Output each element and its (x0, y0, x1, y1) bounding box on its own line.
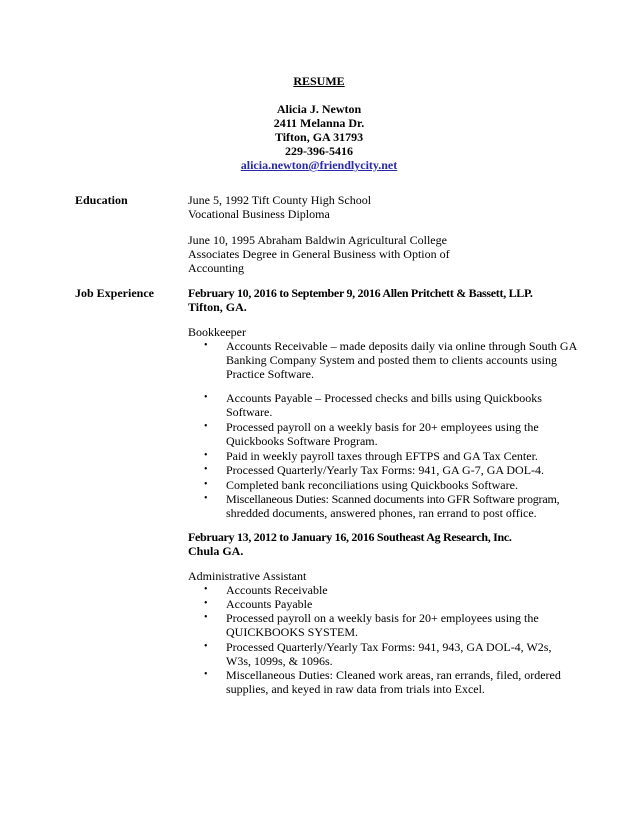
education-line-2: Vocational Business Diploma (188, 207, 330, 221)
education-line-1: June 5, 1992 Tift County High School (188, 193, 372, 207)
bullet-icon: • (204, 392, 208, 403)
job1-bullet-1-line-2: Banking Company System and posted them to clients accounts using (226, 353, 557, 367)
job-experience-label: Job Experience (75, 286, 154, 300)
bullet-icon: • (204, 464, 208, 475)
bullet-icon: • (204, 421, 208, 432)
bullet-icon: • (204, 598, 208, 609)
job1-bullet-2-line-1: Accounts Payable – Processed checks and bills using Quickbooks (226, 391, 542, 405)
job1-dates-employer: February 10, 2016 to September 9, 2016 Allen Pritchett & Bassett, LLP. (188, 286, 533, 300)
job1-bullet-3-line-1: Processed payroll on a weekly basis for 20+ employees using the (226, 420, 539, 434)
bullet-icon: • (204, 493, 208, 504)
job2-dates-employer: February 13, 2012 to January 16, 2016 Southeast Ag Research, Inc. (188, 530, 512, 544)
job1-location: Tifton, GA. (188, 300, 247, 314)
bullet-icon: • (204, 612, 208, 623)
job2-bullet-3-line-1: Processed payroll on a weekly basis for 20+ employees using the (226, 611, 539, 625)
education-label: Education (75, 193, 128, 207)
job1-bullet-2-line-2: Software. (226, 405, 273, 419)
phone-number: 229-396-5416 (285, 144, 353, 158)
job2-bullet-4-line-1: Processed Quarterly/Yearly Tax Forms: 941, 943, GA DOL-4, W2s, (226, 640, 552, 654)
email-row (0, 158, 638, 172)
applicant-name: Alicia J. Newton (276, 102, 362, 116)
email-link[interactable]: alicia.newton@friendlycity.net (240, 158, 398, 172)
bullet-icon: • (204, 450, 208, 461)
bullet-icon: • (204, 479, 208, 490)
education-line-5: Accounting (188, 261, 244, 275)
job2-bullet-3-line-2: QUICKBOOKS SYSTEM. (226, 625, 359, 639)
job2-bullet-2: Accounts Payable (226, 597, 313, 611)
job1-bullet-3-line-2: Quickbooks Software Program. (226, 434, 378, 448)
job2-role: Administrative Assistant (188, 569, 307, 583)
street-address: 2411 Melanna Dr. (273, 116, 365, 130)
job1-bullet-6: Completed bank reconciliations using Quickbooks Software. (226, 478, 518, 492)
job2-bullet-4-line-2: W3s, 1099s, & 1096s. (226, 654, 333, 668)
job1-bullet-7-line-1: Miscellaneous Duties: Scanned documents into GFR Software program, (226, 492, 560, 506)
job1-bullet-1-line-3: Practice Software. (226, 367, 314, 381)
job1-bullet-5: Processed Quarterly/Yearly Tax Forms: 941, GA G-7, GA DOL-4. (226, 463, 545, 477)
job2-bullet-1: Accounts Receivable (226, 583, 328, 597)
bullet-icon: • (204, 340, 208, 351)
education-line-3: June 10, 1995 Abraham Baldwin Agricultural College (188, 233, 447, 247)
resume-title: RESUME (293, 74, 345, 88)
job2-bullet-5-line-2: supplies, and keyed in raw data from trials into Excel. (226, 682, 485, 696)
job1-bullet-4: Paid in weekly payroll taxes through EFTPS and GA Tax Center. (226, 449, 538, 463)
bullet-icon: • (204, 641, 208, 652)
job1-bullet-1-line-1: Accounts Receivable – made deposits daily via online through South GA (226, 339, 578, 353)
job2-bullet-5-line-1: Miscellaneous Duties: Cleaned work areas, ran errands, filed, ordered (226, 668, 561, 682)
job2-location: Chula GA. (188, 544, 244, 558)
education-line-4: Associates Degree in General Business with Option of (188, 247, 450, 261)
job1-bullet-7-line-2: shredded documents, answered phones, ran errand to post office. (226, 506, 537, 520)
bullet-icon: • (204, 669, 208, 680)
job1-role: Bookkeeper (188, 325, 246, 339)
bullet-icon: • (204, 584, 208, 595)
city-state-zip: Tifton, GA 31793 (274, 130, 364, 144)
